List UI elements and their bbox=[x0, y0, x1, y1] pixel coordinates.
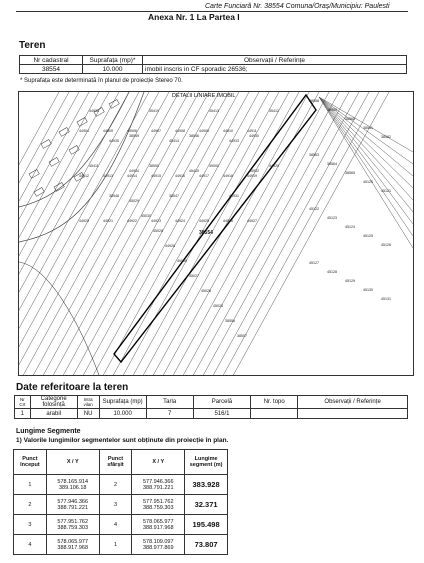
map-title: DETALII LINIARE IMOBIL bbox=[172, 93, 236, 99]
parcel-number-label: 45026 bbox=[201, 289, 211, 293]
parcel-number-label: 44926 bbox=[223, 219, 233, 223]
parcel-number-label: 45130 bbox=[363, 288, 373, 292]
cell-xy2-y: 388.791.221 bbox=[142, 484, 174, 491]
parcel-number-label: 44910 bbox=[223, 129, 233, 133]
parcel-number-label: 38550 bbox=[149, 164, 159, 168]
parcel-number-label: 44925 bbox=[199, 219, 209, 223]
building-outline bbox=[69, 146, 79, 155]
parcel-number-label: 45419 bbox=[149, 109, 159, 113]
parcel-number-label: 44911 bbox=[247, 129, 257, 133]
parcel-number-label: 44919 bbox=[247, 174, 257, 178]
cell-suprafata: 10.000 bbox=[83, 65, 143, 74]
cell-xy1-x: 577.946.366 bbox=[57, 498, 89, 505]
teren-row bbox=[20, 65, 407, 74]
parcel-number-label: 44924 bbox=[175, 219, 185, 223]
parcel-number-label: 45129 bbox=[345, 279, 355, 283]
referitoare-title: Date referitoare la teren bbox=[16, 382, 129, 393]
cell-start: 4 bbox=[14, 535, 47, 555]
parcel-number-label: 45131 bbox=[381, 297, 391, 301]
parcel-number-label: 49000 bbox=[209, 164, 219, 168]
parcel-boundary-line bbox=[19, 92, 89, 375]
cell-nr-cadastral: 38554 bbox=[20, 65, 83, 74]
cell-end: 4 bbox=[99, 515, 132, 535]
parcel-number-label: 45028 bbox=[153, 229, 163, 233]
parcel-number-label: 44923 bbox=[151, 219, 161, 223]
building-outline bbox=[54, 183, 64, 192]
parcel-boundary-line bbox=[19, 92, 119, 375]
parcel-number-label: 38563 bbox=[309, 153, 319, 157]
building-outline bbox=[59, 128, 69, 137]
parcel-number-label: 45126 bbox=[381, 243, 391, 247]
surface-note: * Suprafața este determinată în planul de proiecție Stereo 70. bbox=[20, 78, 183, 84]
parcel-number-label: 38557 bbox=[237, 334, 247, 338]
col-lungime: Lungime segment (m) bbox=[185, 450, 228, 475]
cadastral-map bbox=[18, 91, 414, 376]
col-suprafata: Suprafața (mp)* bbox=[83, 56, 143, 65]
cell-xy1-x: 577.951.762 bbox=[57, 518, 89, 525]
parcel-number-label: 45415 bbox=[189, 169, 199, 173]
col-intravilan: Intra vilan bbox=[77, 396, 99, 409]
cell-xy2-y: 388.977.869 bbox=[142, 544, 174, 551]
parcel-number-label: 45413 bbox=[209, 109, 219, 113]
parcel-number-label: 38561 bbox=[363, 126, 373, 130]
segment-row bbox=[14, 475, 228, 495]
parcel-number-label: 38564 bbox=[327, 162, 337, 166]
col-punct-sfarsit: Punct sfârșit bbox=[99, 450, 132, 475]
teren-table bbox=[19, 55, 407, 74]
cell-observatii-ref bbox=[298, 409, 408, 419]
parcel-number-label: 45411 bbox=[89, 164, 99, 168]
parcel-number-label: 44916 bbox=[175, 174, 185, 178]
parcel-number-label: 45412 bbox=[269, 109, 279, 113]
cell-xy1-y: 388.917.968 bbox=[57, 544, 89, 551]
parcel-boundary-line bbox=[19, 92, 79, 375]
referitoare-header-row bbox=[15, 396, 408, 409]
cell-start: 1 bbox=[14, 475, 47, 495]
col-suprafata-mp: Suprafața (mp) bbox=[99, 396, 146, 409]
cell-xy1-y: 388.791.221 bbox=[57, 504, 89, 511]
cell-lungime: 73.807 bbox=[185, 535, 228, 555]
parcel-number-label: 38558 bbox=[309, 99, 319, 103]
col-parcela: Parcelă bbox=[193, 396, 250, 409]
col-xy-2: X / Y bbox=[132, 450, 185, 475]
parcel-boundary-line bbox=[140, 92, 300, 375]
parcel-number-label: 44935 bbox=[109, 139, 119, 143]
parcel-boundary-line bbox=[80, 92, 240, 375]
parcel-boundary-line bbox=[319, 97, 413, 152]
parcel-boundary-line bbox=[319, 97, 413, 200]
parcel-number-label: 38549 bbox=[129, 134, 139, 138]
cell-xy2-x: 577.946.366 bbox=[142, 478, 174, 485]
cell-xy2-y: 388.917.968 bbox=[142, 524, 174, 531]
parcel-number-label: 38547 bbox=[169, 194, 179, 198]
parcel-number-label: 38548 bbox=[109, 194, 119, 198]
parcel-number-label: 38546 bbox=[189, 134, 199, 138]
cell-xy2-x: 578.109.097 bbox=[142, 538, 174, 545]
col-punct-inceput: Punct început bbox=[14, 450, 47, 475]
cell-start: 3 bbox=[14, 515, 47, 535]
parcel-number-label: 45027 bbox=[189, 274, 199, 278]
parcel-boundary-line bbox=[190, 92, 350, 375]
building-outline bbox=[41, 140, 51, 149]
segmente-subtitle: 1) Valorile lungimilor segmentelor sunt obținute din proiecție în plan. bbox=[16, 437, 229, 444]
col-categorie: Categorie folosință bbox=[30, 396, 77, 409]
cell-end: 1 bbox=[99, 535, 132, 555]
parcel-number-label: 45029 bbox=[129, 199, 139, 203]
segmente-table bbox=[13, 449, 228, 555]
parcel-number-label: 44906 bbox=[127, 129, 137, 133]
cell-xy1 bbox=[46, 475, 99, 495]
cell-lungime: 195.498 bbox=[185, 515, 228, 535]
parcel-boundary-line bbox=[20, 92, 180, 375]
parcel-number-label: 45030 bbox=[141, 214, 151, 218]
parcel-number-label: 45127 bbox=[309, 261, 319, 265]
parcel-boundary-line bbox=[100, 92, 260, 375]
cell-xy1 bbox=[46, 535, 99, 555]
parcel-number-label: 44913 bbox=[103, 174, 113, 178]
parcel-boundary-line bbox=[30, 92, 190, 375]
referitoare-row bbox=[15, 409, 408, 419]
parcel-number-label: 44912 bbox=[79, 174, 89, 178]
parcel-number-label: 44930 bbox=[249, 134, 259, 138]
cell-xy1-x: 578.165.914 bbox=[57, 478, 89, 485]
parcel-number-label: 49050 bbox=[177, 259, 187, 263]
parcel-boundary-line bbox=[160, 92, 320, 375]
parcel-number-label: 44907 bbox=[151, 129, 161, 133]
parcel-boundary-line bbox=[210, 92, 370, 375]
cell-xy2 bbox=[132, 475, 185, 495]
parcel-boundary-line bbox=[40, 92, 200, 375]
col-observatii: Observații / Referințe bbox=[143, 56, 407, 65]
segment-row bbox=[14, 495, 228, 515]
segment-row bbox=[14, 515, 228, 535]
col-tarla: Tarla bbox=[146, 396, 193, 409]
parcel-number-label: 45120 bbox=[363, 180, 373, 184]
annex-title: Anexa Nr. 1 La Partea I bbox=[148, 12, 240, 22]
cell-xy2-y: 388.759.303 bbox=[142, 504, 174, 511]
cell-observatii: imobil inscris in CF sporadic 26536; bbox=[143, 65, 407, 74]
cell-nr-topo bbox=[251, 409, 298, 419]
col-nr-crt: Nr Crt bbox=[15, 396, 31, 409]
parcel-boundary-line bbox=[19, 92, 59, 375]
col-nr-topo: Nr. topo bbox=[251, 396, 298, 409]
parcel-boundary-line bbox=[90, 92, 250, 375]
parcel-number-label: 45025 bbox=[213, 304, 223, 308]
cell-xy1 bbox=[46, 495, 99, 515]
parcel-number-label: 44928 bbox=[165, 244, 175, 248]
cell-lungime: 383.928 bbox=[185, 475, 228, 495]
parcel-number-label: 44909 bbox=[199, 129, 209, 133]
parcel-number-label: 45414 bbox=[169, 139, 179, 143]
road-edge-line bbox=[19, 262, 99, 375]
col-observatii-ref: Observații / Referințe bbox=[298, 396, 408, 409]
parcel-number-label: 45124 bbox=[345, 225, 355, 229]
parcel-number-label: 44934 bbox=[129, 169, 139, 173]
parcel-number-label: 45121 bbox=[381, 189, 391, 193]
cell-xy1-y: 389.106.18 bbox=[58, 484, 87, 491]
parcel-boundary-line bbox=[200, 92, 360, 375]
parcel-number-label: 44921 bbox=[103, 219, 113, 223]
col-xy-1: X / Y bbox=[46, 450, 99, 475]
parcel-number-label: 45125 bbox=[363, 234, 373, 238]
cell-tarla: 7 bbox=[146, 409, 193, 419]
parcel-number-label: 45123 bbox=[327, 216, 337, 220]
cell-xy2 bbox=[132, 495, 185, 515]
teren-header-row bbox=[20, 56, 407, 65]
cell-xy1-y: 388.759.303 bbox=[57, 524, 89, 531]
parcel-number-label: 44936 bbox=[89, 109, 99, 113]
parcel-number-label: 44915 bbox=[151, 174, 161, 178]
parcel-number-label: 38562 bbox=[381, 135, 391, 139]
parcel-number-label: 44918 bbox=[223, 174, 233, 178]
parcel-number-label: 38565 bbox=[345, 171, 355, 175]
parcel-number-label: 44904 bbox=[79, 129, 89, 133]
parcel-number-label: 44914 bbox=[127, 174, 137, 178]
cell-xy2-x: 578.065.977 bbox=[142, 518, 174, 525]
segment-row bbox=[14, 535, 228, 555]
cell-suprafata-mp: 10.000 bbox=[99, 409, 146, 419]
map-drawing bbox=[19, 92, 413, 375]
parcel-number-label: 44917 bbox=[199, 174, 209, 178]
cell-parcela: 516/1 bbox=[193, 409, 250, 419]
segmente-title: Lungime Segmente bbox=[16, 428, 81, 435]
parcel-number-label: 38559 bbox=[327, 108, 337, 112]
cell-xy1 bbox=[46, 515, 99, 535]
cell-xy1-x: 578.065.977 bbox=[57, 538, 89, 545]
parcel-number-label: 44933 bbox=[229, 139, 239, 143]
referitoare-table bbox=[14, 395, 408, 419]
parcel-boundary-line bbox=[319, 97, 413, 248]
cell-xy2 bbox=[132, 535, 185, 555]
parcel-number-label: 44908 bbox=[175, 129, 185, 133]
parcel-number-label: 44929 bbox=[269, 164, 279, 168]
segmente-header-row bbox=[14, 450, 228, 475]
cell-xy2 bbox=[132, 515, 185, 535]
parcel-boundary-line bbox=[220, 92, 380, 375]
building-outline bbox=[77, 118, 87, 127]
cell-end: 3 bbox=[99, 495, 132, 515]
parcel-number-label: 45128 bbox=[327, 270, 337, 274]
teren-title: Teren bbox=[19, 40, 46, 51]
parcel-number-label: 44920 bbox=[79, 219, 89, 223]
parcel-number-label: 44932 bbox=[249, 169, 259, 173]
cf-header-text: Carte Funciară Nr. 38554 Comuna/Oraș/Municipiu: Paulesti bbox=[205, 3, 390, 10]
cell-start: 2 bbox=[14, 495, 47, 515]
col-nr-cadastral: Nr cadastral bbox=[20, 56, 83, 65]
cell-lungime: 32.371 bbox=[185, 495, 228, 515]
cell-xy2-x: 577.951.762 bbox=[142, 498, 174, 505]
parcel-number-label: 44922 bbox=[127, 219, 137, 223]
parcel-number-label: 44931 bbox=[229, 194, 239, 198]
parcel-number-label: 45122 bbox=[309, 207, 319, 211]
cell-end: 2 bbox=[99, 475, 132, 495]
cell-categorie: arabil bbox=[30, 409, 77, 419]
parcel-number-label: 44927 bbox=[247, 219, 257, 223]
parcel-boundary-line bbox=[150, 92, 310, 375]
parcel-boundary-line bbox=[319, 97, 413, 212]
parcel-number-label: 44905 bbox=[103, 129, 113, 133]
parcel-number-label: 38556 bbox=[225, 319, 235, 323]
cell-intravilan: NU bbox=[77, 409, 99, 419]
parcel-number-label: 38560 bbox=[345, 117, 355, 121]
parcel-38554-outline bbox=[114, 95, 316, 362]
building-outline bbox=[109, 100, 119, 109]
cell-nr-crt: 1 bbox=[15, 409, 31, 419]
parcel-38554-label: 38554 bbox=[199, 230, 213, 236]
